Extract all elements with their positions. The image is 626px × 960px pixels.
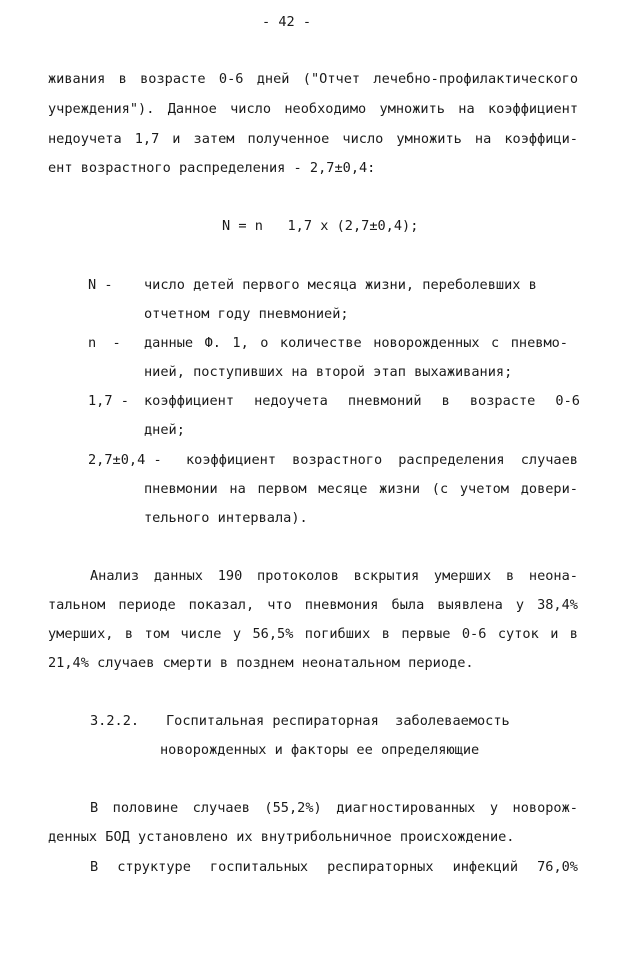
definition-N-line-2: отчетном году пневмонией; [144, 306, 349, 322]
paragraph-1-line-1: живания в возрасте 0-6 дней ("Отчет лечебно-профилактического [48, 71, 578, 87]
definition-N-line-1: число детей первого месяца жизни, переболевших в [144, 277, 537, 293]
definition-n-line-2: нией, поступивших на второй этап выхаживания; [144, 364, 513, 380]
section-title-line-2: новорожденных и факторы ее определяющие [160, 742, 480, 758]
section-number: 3.2.2. [90, 713, 140, 729]
paragraph-2-line-3: умерших, в том числе у 56,5% погибших в первые 0-6 суток и в [48, 626, 578, 642]
paragraph-2-line-4: 21,4% случаев смерти в позднем неонатальном периоде. [48, 655, 474, 671]
paragraph-1-line-4: ент возрастного распределения - 2,7±0,4: [48, 160, 376, 176]
definition-term-N: N - [88, 277, 113, 293]
definition-2-7-line-3: тельного интервала). [144, 510, 308, 526]
paragraph-3-line-2: денных БОД установлено их внутрибольничное происхождение. [48, 829, 515, 845]
definition-2-7-line-2: пневмонии на первом месяце жизни (с учетом довери- [144, 481, 578, 497]
paragraph-3-line-3: В структуре госпитальных респираторных инфекций 76,0% [90, 859, 578, 875]
definition-1-7-line-1: коэффициент недоучета пневмоний в возрасте 0-6 [144, 393, 580, 409]
page-number: - 42 - [262, 14, 312, 30]
paragraph-2-line-1: Анализ данных 190 протоколов вскрытия умерших в неона- [90, 568, 578, 584]
definition-1-7-line-2: дней; [144, 422, 185, 438]
formula: N = n 1,7 x (2,7±0,4); [222, 218, 419, 234]
paragraph-1-line-2: учреждения"). Данное число необходимо умножить на коэффициент [48, 101, 578, 117]
definition-n-line-1: данные Ф. 1, о количестве новорожденных с пневмо- [144, 335, 568, 351]
definition-2-7-line-1: коэффициент возрастного распределения случаев [186, 452, 578, 468]
section-title-line-1: Госпитальная респираторная заболеваемость [166, 713, 510, 729]
definition-term-2-7: 2,7±0,4 - [88, 452, 162, 468]
paragraph-1-line-3: недоучета 1,7 и затем полученное число умножить на коэффици- [48, 131, 578, 147]
paragraph-2-line-2: тальном периоде показал, что пневмония была выявлена у 38,4% [48, 597, 578, 613]
definition-term-n: n - [88, 335, 121, 351]
paragraph-3-line-1: В половине случаев (55,2%) диагностированных у новорож- [90, 800, 578, 816]
definition-term-1-7: 1,7 - [88, 393, 129, 409]
